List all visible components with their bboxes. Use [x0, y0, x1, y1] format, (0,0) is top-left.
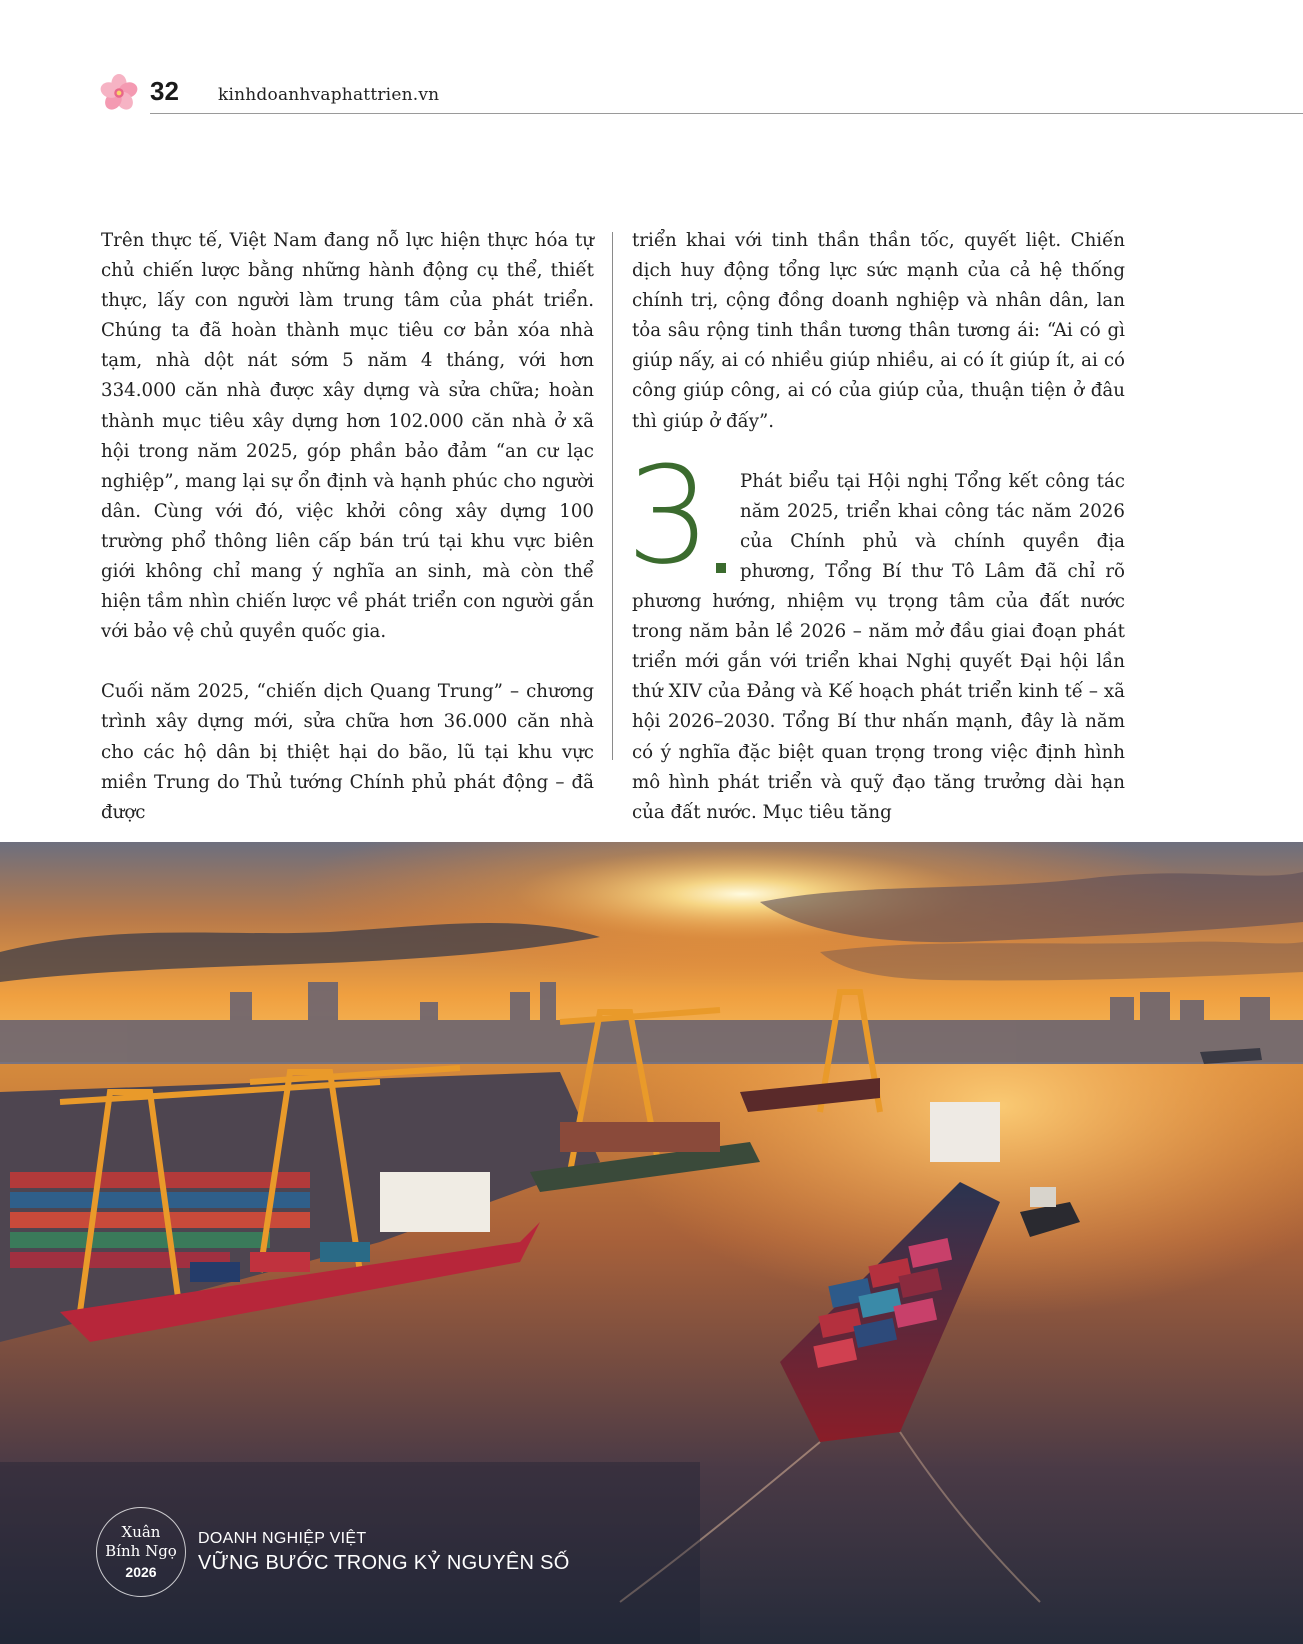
section-3 [626, 437, 1125, 828]
issue-badge [96, 1507, 186, 1597]
site-url[interactable]: kinhdoanhvaphattrien.vn [218, 85, 440, 105]
badge-line-2: Bính Ngọ [105, 1542, 177, 1560]
article-column-right [626, 226, 1125, 828]
paragraph: Cuối năm 2025, “chiến dịch Quang Trung” – chương trình xây dựng mới, sửa chữa hơn 36.000 căn nhà cho các hộ dân bị thiệt hại do bão, lũ tại khu vực miền Trung do Thủ tướng Chính phủ phát động – đã được [101, 681, 594, 823]
container-port-illustration [0, 842, 1303, 1644]
drop-cap-number: 3 [626, 437, 712, 594]
paragraph: triển khai với tinh thần thần tốc, quyết liệt. Chiến dịch huy động tổng lực sức mạnh của cả hệ thống chính trị, cộng đồng doanh nghiệp và nhân dân, lan tỏa sâu rộng tinh thần tương thân tương ái: “Ai có gì giúp nấy, ai có nhiều giúp nhiều, ai có ít giúp ít, ai có công giúp công, ai có của giúp của, thuận tiện ở đâu thì giúp ở đấy”. [632, 230, 1125, 432]
section-label: DOANH NGHIỆP VIỆT [198, 1530, 367, 1547]
section-title: VỮNG BƯỚC TRONG KỶ NGUYÊN SỐ [198, 1552, 570, 1574]
port-sunset-photo [0, 842, 1303, 1644]
page-header [100, 72, 1303, 116]
drop-cap [626, 437, 740, 594]
paragraph: Phát biểu tại Hội nghị Tổng kết công tác năm 2025, triển khai công tác năm 2026 của Chính phủ và chính quyền địa phương, Tổng Bí thư Tô Lâm đã chỉ rõ phương hướng, nhiệm vụ trọng tâm của đất nước trong năm bản lề 2026 – năm mở đầu giai đoạn phát triển mới gắn với triển khai Nghị quyết Đại hội lần thứ XIV của Đảng và Kế hoạch phát triển kinh tế – xã hội 2026–2030. Tổng Bí thư nhấn mạnh, đây là năm có ý nghĩa đặc biệt quan trọng trong việc định hình mô hình phát triển và quỹ đạo tăng trưởng dài hạn của đất nước. Mục tiêu tăng [632, 470, 1125, 823]
cherry-blossom-icon [100, 74, 138, 112]
page-number: 32 [150, 76, 179, 106]
badge-line-1: Xuân [121, 1523, 161, 1541]
badge-year: 2026 [125, 1564, 157, 1580]
paragraph: Trên thực tế, Việt Nam đang nỗ lực hiện thực hóa tự chủ chiến lược bằng những hành động cụ thể, thiết thực, lấy con người làm trung tâm của phát triển. Chúng ta đã hoàn thành mục tiêu cơ bản xóa nhà tạm, nhà dột nát sớm 5 năm 4 tháng, với hơn 334.000 căn nhà được xây dựng và sửa chữa; hoàn thành mục tiêu xây dựng hơn 102.000 căn nhà ở xã hội trong năm 2025, góp phần bảo đảm “an cư lạc nghiệp”, mang lại sự ổn định và hạnh phúc cho người dân. Cùng với đó, việc khởi công xây dựng 100 trường phổ thông liên cấp bán trú tại khu vực biên giới không chỉ mang ý nghĩa an sinh, mà còn thể hiện tầm nhìn chiến lược về phát triển con người gắn với bảo vệ chủ quyền quốc gia. [101, 230, 594, 643]
header-divider [150, 113, 1303, 114]
drop-cap-square-icon [716, 563, 726, 573]
article-column-left [101, 226, 594, 828]
column-divider [612, 232, 613, 760]
